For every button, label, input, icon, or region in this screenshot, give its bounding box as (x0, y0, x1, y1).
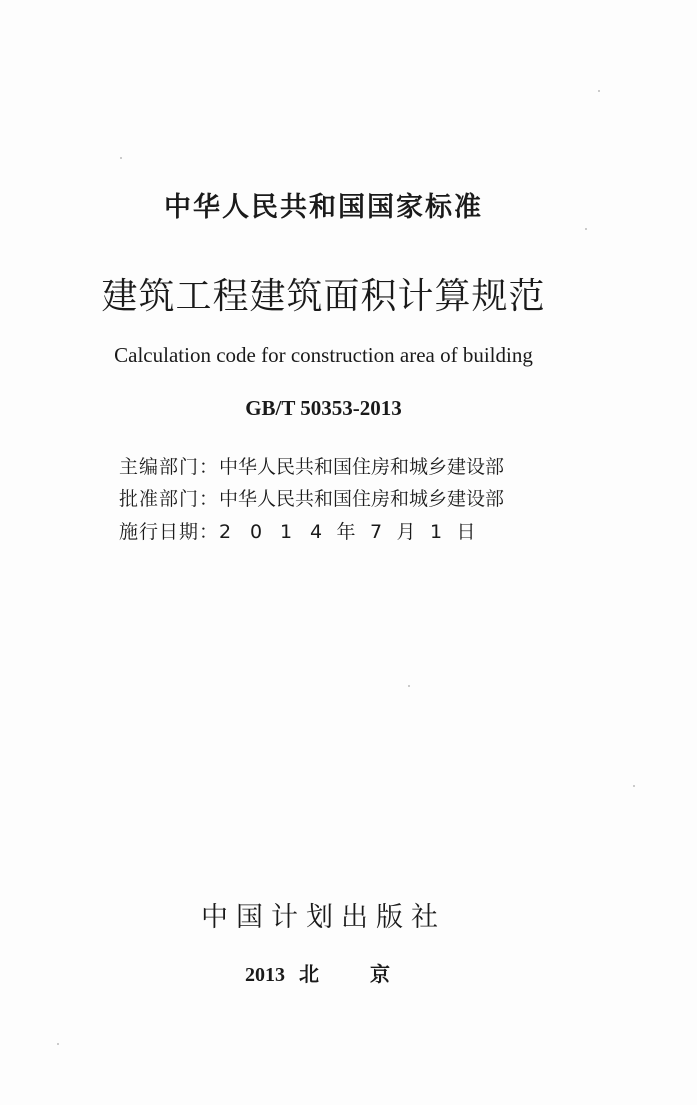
publisher-name: 中国计划出版社 (201, 902, 446, 933)
publication-city: 北 京 (299, 962, 412, 986)
date-digit: 1 (429, 521, 443, 543)
approver-label: 批准部门： (119, 488, 220, 510)
date-digit: 0 (249, 521, 263, 543)
document-title-chinese: 建筑工程建筑面积计算规范 (101, 276, 546, 317)
date-digit: 1 (279, 521, 293, 543)
date-day-char: 日 (456, 521, 476, 543)
scan-speck (598, 90, 600, 92)
scan-speck (57, 1043, 59, 1045)
national-standard-heading: 中华人民共和国国家标准 (164, 192, 483, 223)
standard-number: GB/T 50353-2013 (245, 396, 402, 420)
publication-place-year (245, 958, 412, 987)
date-month-char: 月 (396, 521, 416, 543)
approver-value: 中华人民共和国住房和城乡建设部 (219, 488, 505, 510)
scan-speck (633, 785, 635, 787)
effective-date-value (219, 521, 481, 543)
publication-year: 2013 (245, 964, 285, 986)
date-label: 施行日期： (119, 521, 220, 543)
effective-date-row (119, 517, 481, 544)
scan-speck (408, 685, 410, 687)
editor-department-row (119, 452, 504, 479)
scan-speck (120, 157, 122, 159)
editor-value: 中华人民共和国住房和城乡建设部 (219, 456, 505, 478)
scan-speck (585, 228, 587, 230)
editor-label: 主编部门： (119, 456, 220, 478)
date-digit: 4 (309, 521, 323, 543)
date-year-char: 年 (336, 521, 356, 543)
approver-department-row (119, 484, 504, 511)
date-digit: 7 (369, 521, 383, 543)
date-digit: 2 (219, 521, 232, 543)
document-title-english: Calculation code for construction area of building (114, 343, 533, 367)
